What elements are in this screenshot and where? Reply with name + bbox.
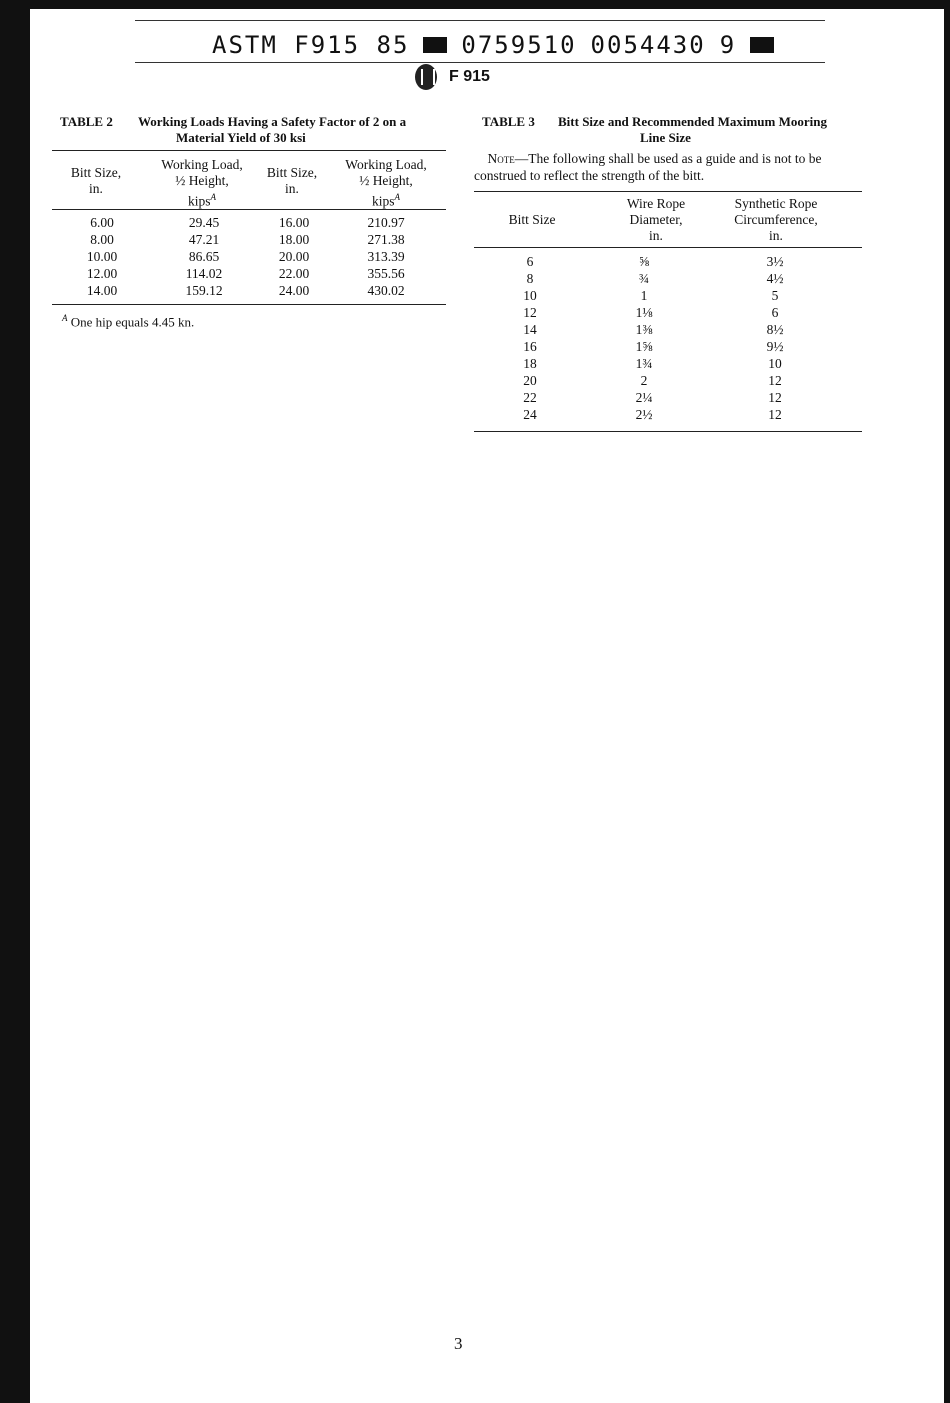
- document-code: F 915: [449, 68, 490, 85]
- table-cell: 12: [768, 373, 782, 388]
- table-cell: 29.45: [188, 215, 220, 230]
- table-cell: 20.00: [278, 249, 310, 264]
- table2-label: TABLE 2: [60, 114, 113, 129]
- table-cell: 24: [523, 407, 537, 422]
- table-cell: 18: [523, 356, 537, 371]
- scan-border-left: [0, 0, 30, 1403]
- header-rule-bottom: [135, 62, 825, 63]
- table2-header-working-load-2: Working Load, ½ Height, kips$^A$: [345, 157, 427, 209]
- table-cell: 2: [640, 373, 648, 388]
- table-cell: 271.38: [367, 232, 405, 247]
- table-cell: 10: [768, 356, 782, 371]
- table3-rule-bottom: [474, 431, 862, 432]
- table3-header-wire-rope: Wire Rope Diameter, in.: [626, 196, 686, 243]
- table-cell: 47.21: [188, 232, 220, 247]
- table-cell: 5: [771, 288, 779, 303]
- table-cell: 18.00: [278, 232, 310, 247]
- astm-logo-icon: [415, 64, 437, 90]
- table-cell: 20: [523, 373, 537, 388]
- table-cell: 24.00: [278, 283, 310, 298]
- table-cell: 16.00: [278, 215, 310, 230]
- table-cell: ⅝: [638, 254, 650, 269]
- table-cell: 10: [523, 288, 537, 303]
- table-cell: 14.00: [86, 283, 118, 298]
- table3-title-line2: Line Size: [640, 130, 691, 145]
- table3-rule-top: [474, 191, 862, 192]
- table-cell: 2¼: [635, 390, 653, 405]
- table2-header-working-load-1: Working Load, ½ Height, kips$^A$: [161, 157, 243, 209]
- astm-designation: ASTM F915 85: [212, 31, 410, 59]
- table-cell: 8½: [766, 322, 784, 337]
- table-cell: 3½: [766, 254, 784, 269]
- table-cell: 6: [771, 305, 779, 320]
- table-cell: 8.00: [90, 232, 114, 247]
- table-cell: 2½: [635, 407, 653, 422]
- document-header: [415, 64, 490, 90]
- table-cell: 12.00: [86, 266, 118, 281]
- table-cell: 10.00: [86, 249, 118, 264]
- table-cell: 210.97: [367, 215, 405, 230]
- table2-rule-top: [52, 150, 446, 151]
- code-number-2: 0054430: [590, 31, 706, 59]
- table-cell: ¾: [638, 271, 650, 286]
- table2-title-line2: Material Yield of 30 ksi: [176, 130, 306, 145]
- table-cell: 430.02: [367, 283, 405, 298]
- table-cell: 1⅛: [635, 305, 653, 320]
- table2-rule-header: [52, 209, 446, 210]
- table2-rule-bottom: [52, 304, 446, 305]
- table2-title-line1: Working Loads Having a Safety Factor of 2 on a: [138, 114, 407, 129]
- code-number-3: 9: [719, 31, 737, 59]
- table-cell: 12: [768, 390, 782, 405]
- header-code-line: [212, 30, 812, 60]
- redaction-block: [750, 37, 774, 53]
- table-cell: 86.65: [188, 249, 220, 264]
- table2-header-bitt-size-2: Bitt Size, in.: [266, 165, 318, 196]
- table3-header-bitt-size: Bitt Size: [508, 212, 556, 227]
- code-number-1: 0759510: [461, 31, 577, 59]
- table-cell: 4½: [766, 271, 784, 286]
- table-cell: 22: [523, 390, 537, 405]
- table-cell: 1⅜: [635, 322, 653, 337]
- table-cell: 9½: [766, 339, 784, 354]
- redaction-block: [423, 37, 447, 53]
- table-cell: 12: [768, 407, 782, 422]
- table-cell: 6: [526, 254, 534, 269]
- table-cell: 8: [526, 271, 534, 286]
- table3-rule-header: [474, 247, 862, 248]
- table-cell: 1¾: [635, 356, 653, 371]
- table-cell: 16: [523, 339, 537, 354]
- table-cell: 355.56: [367, 266, 405, 281]
- table-cell: 1⅝: [635, 339, 653, 354]
- table2-footnote: $^A$ One hip equals 4.45 kn.: [62, 313, 195, 330]
- header-rule-top: [135, 20, 825, 21]
- table-cell: 14: [523, 322, 537, 337]
- table3-note: Note—The following shall be used as a guide and is not to be construed to reflect the strength of the bitt.: [474, 151, 822, 183]
- table-cell: 159.12: [185, 283, 223, 298]
- table-cell: 22.00: [278, 266, 310, 281]
- table3-label: TABLE 3: [482, 114, 535, 129]
- scan-border-top: [0, 0, 950, 9]
- table-cell: 6.00: [90, 215, 114, 230]
- page-number: 3: [454, 1334, 463, 1353]
- scan-border-right: [944, 0, 950, 1403]
- table-cell: 114.02: [185, 266, 223, 281]
- table2-header-bitt-size-1: Bitt Size, in.: [70, 165, 122, 196]
- table-cell: 12: [523, 305, 537, 320]
- table-cell: 1: [640, 288, 648, 303]
- table3-title-line1: Bitt Size and Recommended Maximum Mooring: [558, 114, 828, 129]
- table3-header-synthetic-rope: Synthetic Rope Circumference, in.: [734, 196, 818, 243]
- table-cell: 313.39: [367, 249, 405, 264]
